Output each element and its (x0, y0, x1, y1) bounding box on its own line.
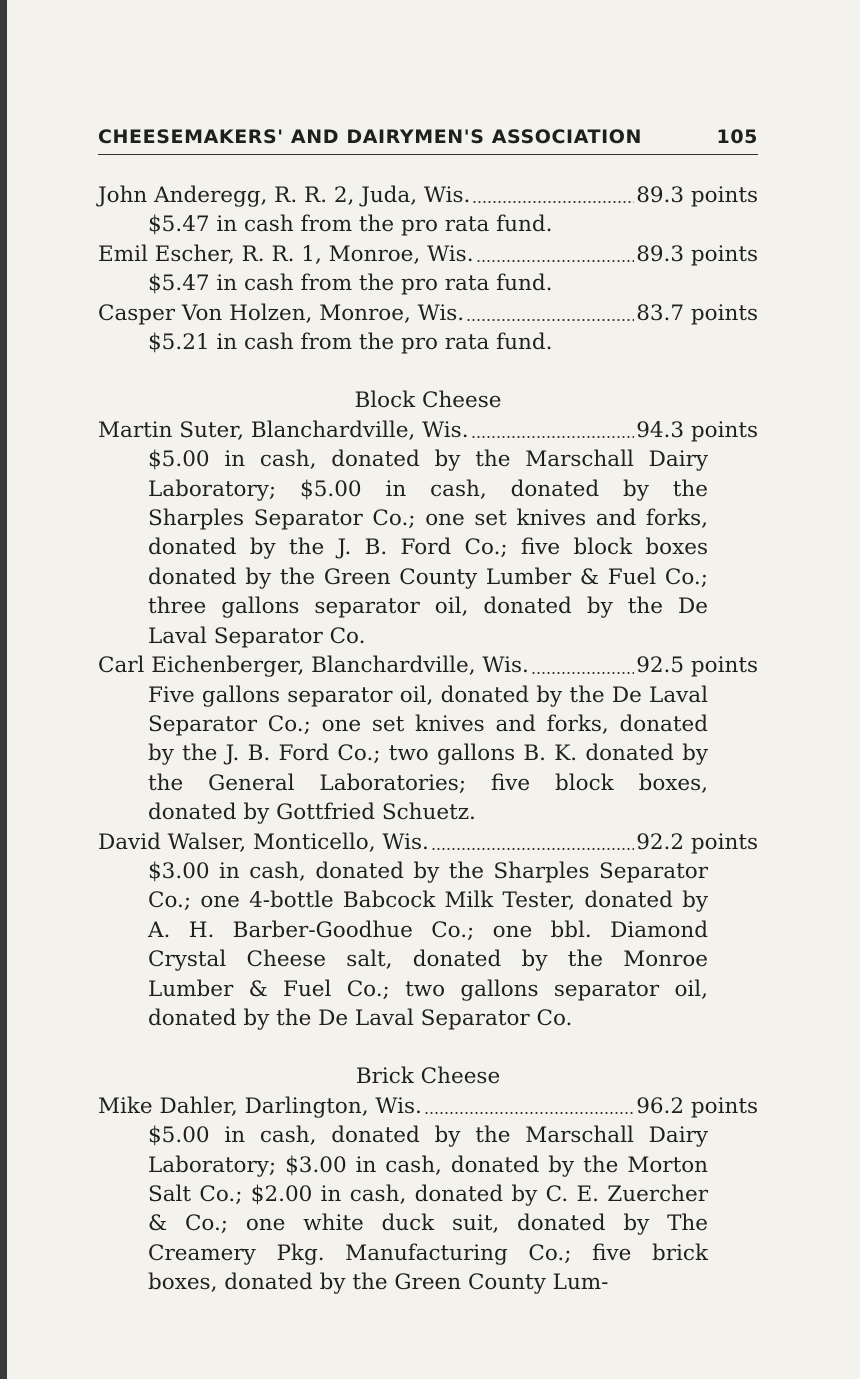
entry-score: 92.2 points (636, 829, 758, 855)
header-title: CHEESEMAKERS' AND DAIRYMEN'S ASSOCIATION (98, 126, 643, 148)
section-title-block-cheese: Block Cheese (354, 388, 502, 414)
entry-name: John Anderegg, R. R. 2, Juda, Wis. (98, 183, 471, 208)
entry-line (98, 299, 758, 328)
entry-score: 89.3 points (636, 183, 758, 208)
dot-leader (424, 1112, 634, 1114)
entry (98, 299, 758, 358)
entry-score: 96.2 points (636, 1093, 758, 1119)
entry (98, 828, 758, 1034)
entry-name: Casper Von Holzen, Monroe, Wis. (98, 300, 465, 326)
entry-description: $5.47 in cash from the pro rata fund. (148, 271, 553, 297)
entry-name: Martin Suter, Blanchardville, Wis. (98, 417, 469, 443)
entry (98, 416, 758, 651)
dot-leader (472, 201, 634, 203)
entry-name: Carl Eichenberger, Blanchardville, Wis. (98, 653, 529, 679)
entry (98, 181, 758, 240)
entry (98, 1092, 758, 1298)
entry-description: Five gallons separator oil, donated by the De Laval Separator Co.; one set knives and forks, donated by the J. B. Ford Co.; two gallons B. K. donated by the General Laboratories; five block boxes, donated by Gottfried Schuetz. (148, 682, 708, 826)
entry-name: David Walser, Monticello, Wis. (98, 829, 429, 855)
entry-description: $5.00 in cash, donated by the Marschall Dairy Laboratory; $5.00 in cash, donated by the Sharples Separator Co.; one set knives and forks, donated by the J. B. Ford Co.; five block boxes donated by the Green County Lumber & Fuel Co.; three gallons separator oil, donated by the De Laval Separator Co. (148, 447, 708, 649)
section-title-brick-cheese: Brick Cheese (355, 1064, 501, 1090)
entry-description: $5.21 in cash from the pro rata fund. (148, 330, 553, 356)
entry-line (98, 416, 758, 445)
entry (98, 240, 758, 299)
running-head (98, 126, 758, 155)
entry (98, 651, 758, 827)
entry-line (98, 181, 758, 210)
page-edge (0, 0, 7, 1379)
entry-description: $3.00 in cash, donated by the Sharples Separator Co.; one 4-bottle Babcock Milk Tester, donated by A. H. Barber-Goodhue Co.; one bbl. Diamond Crystal Cheese salt, donated by the Monroe Lumber & Fuel Co.; two gallons separator oil, donated by the De Laval Separator Co. (148, 858, 708, 1031)
entry-line (98, 828, 758, 857)
dot-leader (466, 319, 634, 321)
entry-name: Emil Escher, R. R. 1, Monroe, Wis. (98, 241, 474, 267)
entry-score: 89.3 points (636, 241, 758, 267)
dot-leader (431, 848, 634, 850)
dot-leader (531, 672, 634, 674)
entry-score: 92.5 points (636, 653, 758, 679)
entry-line (98, 1092, 758, 1121)
entry-line (98, 240, 758, 269)
page-number: 105 (716, 126, 758, 148)
entry-name: Mike Dahler, Darlington, Wis. (98, 1093, 422, 1119)
dot-leader (476, 260, 635, 262)
entry-description: $5.00 in cash, donated by the Marschall Dairy Laboratory; $3.00 in cash, donated by the Morton Salt Co.; $2.00 in cash, donated by C. E. Zuercher & Co.; one white duck suit, donated by The Creamery Pkg. Manufacturing Co.; five brick boxes, donated by the Green County Lum- (148, 1123, 708, 1296)
dot-leader (471, 436, 635, 438)
entry-line (98, 651, 758, 680)
entry-score: 94.3 points (636, 417, 758, 443)
entry-description: $5.47 in cash from the pro rata fund. (148, 212, 553, 238)
entry-score: 83.7 points (636, 300, 758, 326)
page-body (98, 181, 758, 1298)
